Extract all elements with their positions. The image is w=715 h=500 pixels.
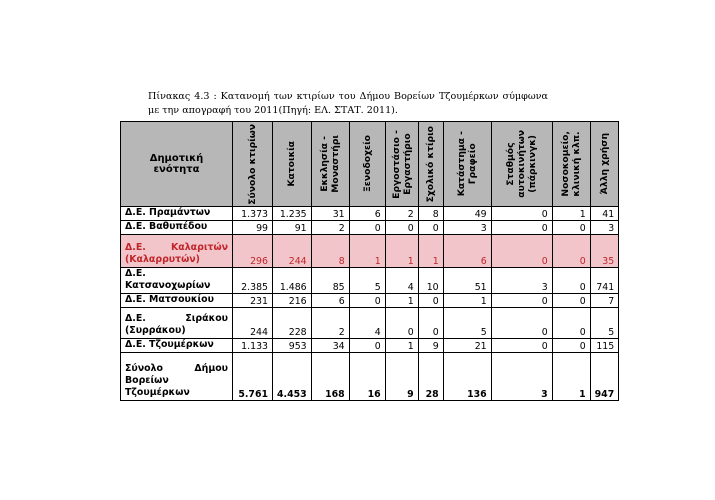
- header-hotel: Ξενοδοχείο: [349, 122, 385, 207]
- cell: 0: [418, 294, 443, 308]
- cell: 0: [491, 339, 552, 353]
- cell: 947: [590, 353, 619, 401]
- cell: 91: [273, 221, 312, 235]
- cell: 216: [273, 294, 312, 308]
- row-name: Σύνολο Δήμου Βορείων Τζουμέρκων: [121, 353, 233, 401]
- cell: 99: [233, 221, 273, 235]
- cell: 3: [491, 353, 552, 401]
- cell: 0: [552, 235, 590, 268]
- cell: 4: [349, 308, 385, 339]
- cell: 2: [311, 221, 349, 235]
- cell: 0: [385, 221, 418, 235]
- cell: 228: [273, 308, 312, 339]
- cell: 244: [233, 308, 273, 339]
- cell: 7: [590, 294, 619, 308]
- cell: 0: [552, 308, 590, 339]
- cell: 3: [443, 221, 491, 235]
- cell: 0: [491, 235, 552, 268]
- cell: 1.486: [273, 268, 312, 294]
- cell: 51: [443, 268, 491, 294]
- cell: 1: [385, 339, 418, 353]
- cell: 5: [349, 268, 385, 294]
- cell: 0: [552, 339, 590, 353]
- cell: 244: [273, 235, 312, 268]
- cell: 0: [385, 308, 418, 339]
- cell: 9: [385, 353, 418, 401]
- buildings-table: [120, 121, 619, 401]
- header-church-monastery: Εκκλησία - Μοναστήρι: [311, 122, 349, 207]
- header-factory-workshop: Εργοστάσιο - Εργαστήριο: [385, 122, 418, 207]
- cell: 35: [590, 235, 619, 268]
- table-row: [121, 207, 619, 221]
- cell: 0: [349, 221, 385, 235]
- cell: 2.385: [233, 268, 273, 294]
- row-name: Δ.Ε. Σιράκου (Συρράκου): [121, 308, 233, 339]
- cell: 9: [418, 339, 443, 353]
- table-row: [121, 308, 619, 339]
- cell: 6: [311, 294, 349, 308]
- cell: 168: [311, 353, 349, 401]
- cell: 49: [443, 207, 491, 221]
- cell: 0: [418, 221, 443, 235]
- cell: 3: [590, 221, 619, 235]
- header-shop-office: Κατάστημα - Γραφείο: [443, 122, 491, 207]
- cell: 231: [233, 294, 273, 308]
- header-school-building: Σχολικό κτίριο: [418, 122, 443, 207]
- cell: 1: [552, 353, 590, 401]
- table-row: [121, 268, 619, 294]
- cell: 1: [385, 235, 418, 268]
- cell: 16: [349, 353, 385, 401]
- cell: 5: [590, 308, 619, 339]
- table-row: [121, 221, 619, 235]
- cell: 1: [443, 294, 491, 308]
- cell: 741: [590, 268, 619, 294]
- cell: 296: [233, 235, 273, 268]
- header-residence: Κατοικία: [273, 122, 312, 207]
- cell: 0: [349, 294, 385, 308]
- cell: 21: [443, 339, 491, 353]
- cell: 85: [311, 268, 349, 294]
- cell: 0: [491, 294, 552, 308]
- table-row: [121, 294, 619, 308]
- cell: 4.453: [273, 353, 312, 401]
- cell: 1: [552, 207, 590, 221]
- row-name: Δ.Ε. Ματσουκίου: [121, 294, 233, 308]
- cell: 6: [443, 235, 491, 268]
- cell: 1.373: [233, 207, 273, 221]
- cell: 953: [273, 339, 312, 353]
- cell: 1.235: [273, 207, 312, 221]
- cell: 0: [552, 268, 590, 294]
- cell: 10: [418, 268, 443, 294]
- table-row-highlighted: [121, 235, 619, 268]
- table-row: [121, 339, 619, 353]
- row-name: Δ.Ε. Καλαριτών (Καλαρρυτών): [121, 235, 233, 268]
- row-name: Δ.Ε. Κατσανοχωρίων: [121, 268, 233, 294]
- cell: 0: [491, 207, 552, 221]
- cell: 41: [590, 207, 619, 221]
- row-name: Δ.Ε. Τζουμέρκων: [121, 339, 233, 353]
- header-municipal-unit: Δημοτική ενότητα: [121, 122, 233, 207]
- cell: 4: [385, 268, 418, 294]
- cell: 3: [491, 268, 552, 294]
- header-hospital-clinic: Νοσοκομείο, κλινική κλπ.: [552, 122, 590, 207]
- cell: 6: [349, 207, 385, 221]
- cell: 0: [491, 221, 552, 235]
- cell: 1.133: [233, 339, 273, 353]
- cell: 136: [443, 353, 491, 401]
- row-name: Δ.Ε. Πραμάντων: [121, 207, 233, 221]
- header-row: [121, 122, 619, 207]
- cell: 2: [311, 308, 349, 339]
- row-name: Δ.Ε. Βαθυπέδου: [121, 221, 233, 235]
- cell: 115: [590, 339, 619, 353]
- header-total-buildings: Σύνολο κτιρίων: [233, 122, 273, 207]
- cell: 1: [418, 235, 443, 268]
- cell: 34: [311, 339, 349, 353]
- cell: 2: [385, 207, 418, 221]
- cell: 0: [491, 308, 552, 339]
- cell: 0: [552, 221, 590, 235]
- total-row: [121, 353, 619, 401]
- header-other-use: Άλλη χρήση: [590, 122, 619, 207]
- cell: 0: [418, 308, 443, 339]
- cell: 28: [418, 353, 443, 401]
- cell: 31: [311, 207, 349, 221]
- cell: 5.761: [233, 353, 273, 401]
- cell: 0: [349, 339, 385, 353]
- cell: 5: [443, 308, 491, 339]
- cell: 8: [418, 207, 443, 221]
- table-caption: Πίνακας 4.3 : Κατανομή των κτιρίων του Δήμου Βορείων Τζουμέρκων σύμφωνα με την απογραφή του 2011(Πηγή: ΕΛ. ΣΤΑΤ. 2011).: [148, 91, 548, 116]
- cell: 1: [385, 294, 418, 308]
- cell: 1: [349, 235, 385, 268]
- cell: 0: [552, 294, 590, 308]
- header-parking-station: Σταθμός αυτοκινήτων (πάρκινγκ): [491, 122, 552, 207]
- cell: 8: [311, 235, 349, 268]
